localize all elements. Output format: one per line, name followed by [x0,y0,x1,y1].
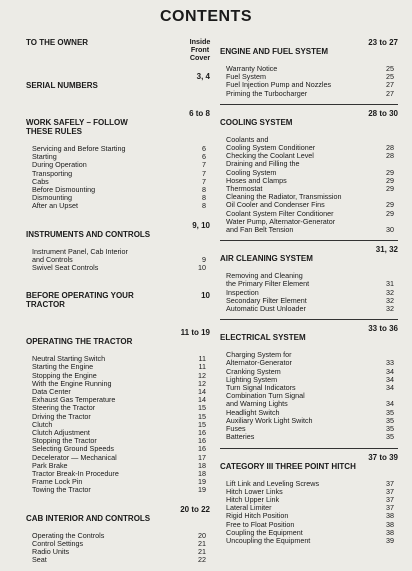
entry-label: Before Dismounting [32,185,96,195]
entry-page: 14 [198,395,206,405]
section-page: 37 to 39 [368,452,398,462]
toc-section-cooling [220,109,398,234]
section-title: TO THE OWNER [26,38,89,47]
toc-section-air-cleaning [220,245,398,313]
entry-label: Instrument Panel, Cab Interior and Controls [32,246,128,264]
entry-label: Cabs [32,176,49,186]
entry-page: 35 [386,432,394,442]
entry-label: Neutral Starting Switch [32,354,106,364]
toc-entry [220,160,398,176]
entry-page: 27 [386,80,394,90]
section-title [26,505,220,532]
section-title [220,453,398,480]
entry-label: Cranking System [226,366,281,376]
section-title [26,72,220,99]
entry-page: 39 [386,535,394,545]
entry-page: 35 [386,415,394,425]
section-divider [220,319,398,320]
entry-page: 27 [386,88,394,98]
toc-section-owner [26,38,220,62]
entry-page: 37 [386,478,394,488]
entry-label: Starting [32,152,57,162]
section-title [220,109,398,136]
section-title-text: INSTRUMENTS AND CONTROLS [26,229,151,239]
section-divider [220,240,398,241]
entry-label: Radio Units [32,547,70,557]
entry-label: Transporting [32,168,73,178]
entry-page: 35 [386,407,394,417]
right-column [220,38,398,551]
entry-page: 34 [386,399,394,409]
entry-page: 20 [198,530,206,540]
toc-section-before-operating [26,282,220,318]
toc-entry [220,417,398,425]
section-title-text: OPERATING THE TRACTOR [26,337,133,347]
section-page: 3, 4 [196,72,210,81]
section-title-text: ELECTRICAL SYSTEM [220,333,306,343]
entry-label: Rigid Hitch Position [226,511,289,521]
section-title [26,221,220,248]
entry-page: 8 [202,201,206,211]
entry-label: Priming the Turbocharger [226,88,308,98]
toc-entry [220,218,398,234]
entry-label: Seat [32,555,47,565]
section-page: 11 to 19 [180,328,210,338]
entry-label: Fuel System [226,72,266,82]
section-page: 28 to 30 [368,108,398,118]
entry-label: Frame Lock Pin [32,477,83,487]
entry-page: 37 [386,503,394,513]
toc-entry [26,264,220,272]
entry-page: 25 [386,64,394,73]
entry-label: Coolants and Cooling System Conditioner [226,134,316,153]
entry-label: Secondary Filter Element [226,295,307,305]
entry-page: 38 [386,511,394,521]
entry-page: 38 [386,527,394,537]
entry-page: 21 [198,538,206,548]
entry-page: 7 [202,176,206,186]
entry-label: With the Engine Running [32,378,112,388]
entry-page: 12 [198,378,206,388]
section-divider [220,104,398,105]
toc-entry [26,548,220,556]
entry-label: Charging System for Alternator-Generator [226,350,292,368]
entry-page: 30 [386,225,394,235]
section-page: 9, 10 [192,220,210,230]
entry-page: 29 [386,167,394,177]
entry-label: Cleaning the Radiator, Transmission Oil Cooler and Condenser Fins [226,192,342,210]
entry-label: Clutch Adjustment [32,428,90,438]
entry-page: 34 [386,366,394,376]
section-title [220,324,398,351]
entry-page: 25 [386,72,394,82]
toc-entry [220,537,398,545]
entry-label: Starting the Engine [32,362,94,372]
toc-section-serial [26,72,220,99]
entry-page: 29 [386,208,394,218]
section-title [26,282,220,318]
entry-label: Uncoupling the Equipment [226,535,311,545]
entry-page: 31 [386,279,394,289]
entry-label: Swivel Seat Controls [32,263,99,273]
entry-page: 18 [198,460,206,470]
entry-label: Park Brake [32,460,68,470]
entry-page: 18 [198,469,206,479]
entry-page: 19 [198,485,206,495]
entry-label: After an Upset [32,201,78,211]
entry-label: Fuel Injection Pump and Nozzles [226,80,332,90]
toc-entry [220,272,398,288]
section-divider [220,448,398,449]
entry-page: 28 [386,143,394,153]
entry-page: 29 [386,184,394,194]
entry-label: Stopping the Tractor [32,436,97,446]
entry-label: Clutch [32,419,53,429]
entry-label: Headlight Switch [226,407,280,417]
section-title-text: SERIAL NUMBERS [26,81,98,90]
section-title-text: CAB INTERIOR AND CONTROLS [26,513,151,523]
entry-label: Batteries [226,432,255,442]
entry-page: 6 [202,144,206,153]
entry-page: 10 [198,263,206,273]
section-title [26,328,220,355]
section-title-text: CATEGORY III THREE POINT HITCH [220,461,356,471]
toc-entry [220,433,398,441]
toc-entry [26,202,220,210]
entry-label: Lift Link and Leveling Screws [226,478,320,488]
entry-label: Inspection [226,287,259,297]
entry-page: 19 [198,477,206,487]
entry-page: 7 [202,160,206,170]
entry-label: Warranty Notice [226,64,278,73]
entry-page: 9 [202,254,206,264]
owner-row [26,38,220,62]
entry-page: 32 [386,295,394,305]
section-page: 10 [201,291,210,301]
entry-label: Dismounting [32,193,72,203]
entry-label: Control Settings [32,538,84,548]
entry-page: 15 [198,403,206,413]
section-page: 33 to 36 [368,324,398,334]
entry-label: Exhaust Gas Temperature [32,395,116,405]
section-title-text: COOLING SYSTEM [220,117,293,127]
entry-page: 17 [198,452,206,462]
entry-label: Draining and Filling the Cooling System [226,159,300,177]
section-title-text: BEFORE OPERATING YOUR TRACTOR [26,291,134,310]
toc-entry [26,486,220,494]
toc-section-engine-fuel [220,38,398,98]
entry-page: 34 [386,374,394,384]
entry-page: 8 [202,185,206,195]
entry-label: Combination Turn Signal and Warning Lights [226,391,305,409]
entry-label: Lighting System [226,374,278,384]
entry-page: 12 [198,370,206,380]
entry-page: 14 [198,387,206,397]
left-column [26,38,220,571]
toc-entry [26,556,220,564]
entry-label: Tractor Break-In Procedure [32,469,119,479]
toc-section-operating [26,328,220,494]
entry-label: Driving the Tractor [32,411,91,421]
section-title-text: WORK SAFELY – FOLLOW THESE RULES [26,118,128,136]
entry-page: 16 [198,444,206,454]
section-title [26,109,220,145]
entry-label: Hitch Lower Links [226,486,283,496]
toc-section-hitch [220,453,398,546]
entry-label: Water Pump, Alternator-Generator and Fan Belt Tension [226,216,336,235]
entry-label: Coupling the Equipment [226,527,303,537]
entry-page: 32 [386,304,394,314]
toc-entry [220,392,398,408]
entry-label: Stopping the Engine [32,370,97,380]
page-title: CONTENTS [160,8,252,25]
toc-entry [220,193,398,209]
section-title-text: AIR CLEANING SYSTEM [220,254,313,264]
toc-entry [220,351,398,367]
entry-label: Checking the Coolant Level [226,151,314,161]
entry-label: Hoses and Clamps [226,175,287,185]
entry-page: 11 [198,362,206,372]
toc-section-instruments [26,221,220,273]
entry-label: Selecting Ground Speeds [32,444,114,454]
entry-label: Turn Signal Indicators [226,383,296,393]
entry-label: Free to Float Position [226,519,295,529]
entry-page: 11 [198,354,206,364]
entry-page: 7 [202,168,206,178]
entry-page: 33 [386,358,394,368]
entry-page: 37 [386,494,394,504]
entry-page: 37 [386,486,394,496]
entry-label: Thermostat [226,184,263,194]
section-page: 20 to 22 [180,504,210,514]
entry-page: 29 [386,175,394,185]
entry-page: 28 [386,151,394,161]
entry-label: Automatic Dust Unloader [226,304,306,314]
toc-entry [26,248,220,264]
entry-page: 15 [198,411,206,421]
toc-entry [26,170,220,178]
entry-page: 6 [202,152,206,162]
section-page: Inside Front Cover [189,37,211,62]
toc-entry [26,413,220,421]
entry-label: Hitch Upper Link [226,494,280,504]
entry-page: 34 [386,383,394,393]
entry-label: Decelerator — Mechanical [32,452,117,462]
entry-label: During Operation [32,160,87,170]
toc-section-electrical [220,324,398,441]
entry-page: 15 [198,419,206,429]
entry-page: 32 [386,287,394,297]
entry-label: Data Center [32,387,71,397]
entry-label: Servicing and Before Starting [32,144,126,153]
section-title [220,245,398,272]
entry-page: 38 [386,519,394,529]
entry-label: Towing the Tractor [32,485,91,495]
entry-label: Lateral Limiter [226,503,272,513]
entry-page: 16 [198,436,206,446]
section-page: 6 to 8 [189,109,210,118]
entry-label: Fuses [226,424,246,434]
section-title [220,38,398,65]
entry-page: 16 [198,428,206,438]
toc-entry [220,136,398,152]
entry-label: Coolant System Filter Conditioner [226,208,334,218]
entry-label: Removing and Cleaning the Primary Filter Element [226,271,310,289]
entry-label: Auxiliary Work Light Switch [226,415,313,425]
section-page: 23 to 27 [368,38,398,47]
entry-page: 21 [198,547,206,557]
toc-section-cab [26,505,220,565]
entry-page: 35 [386,424,394,434]
section-page: 31, 32 [375,245,398,255]
entry-page: 8 [202,193,206,203]
entry-label: Steering the Tractor [32,403,96,413]
entry-label: Operating the Controls [32,530,105,540]
entry-page: 22 [198,555,206,565]
entry-page: 29 [386,200,394,210]
toc-entry [220,90,398,98]
section-title-text: ENGINE AND FUEL SYSTEM [220,47,329,56]
toc-entry [220,305,398,313]
toc-section-work-safely [26,109,220,211]
